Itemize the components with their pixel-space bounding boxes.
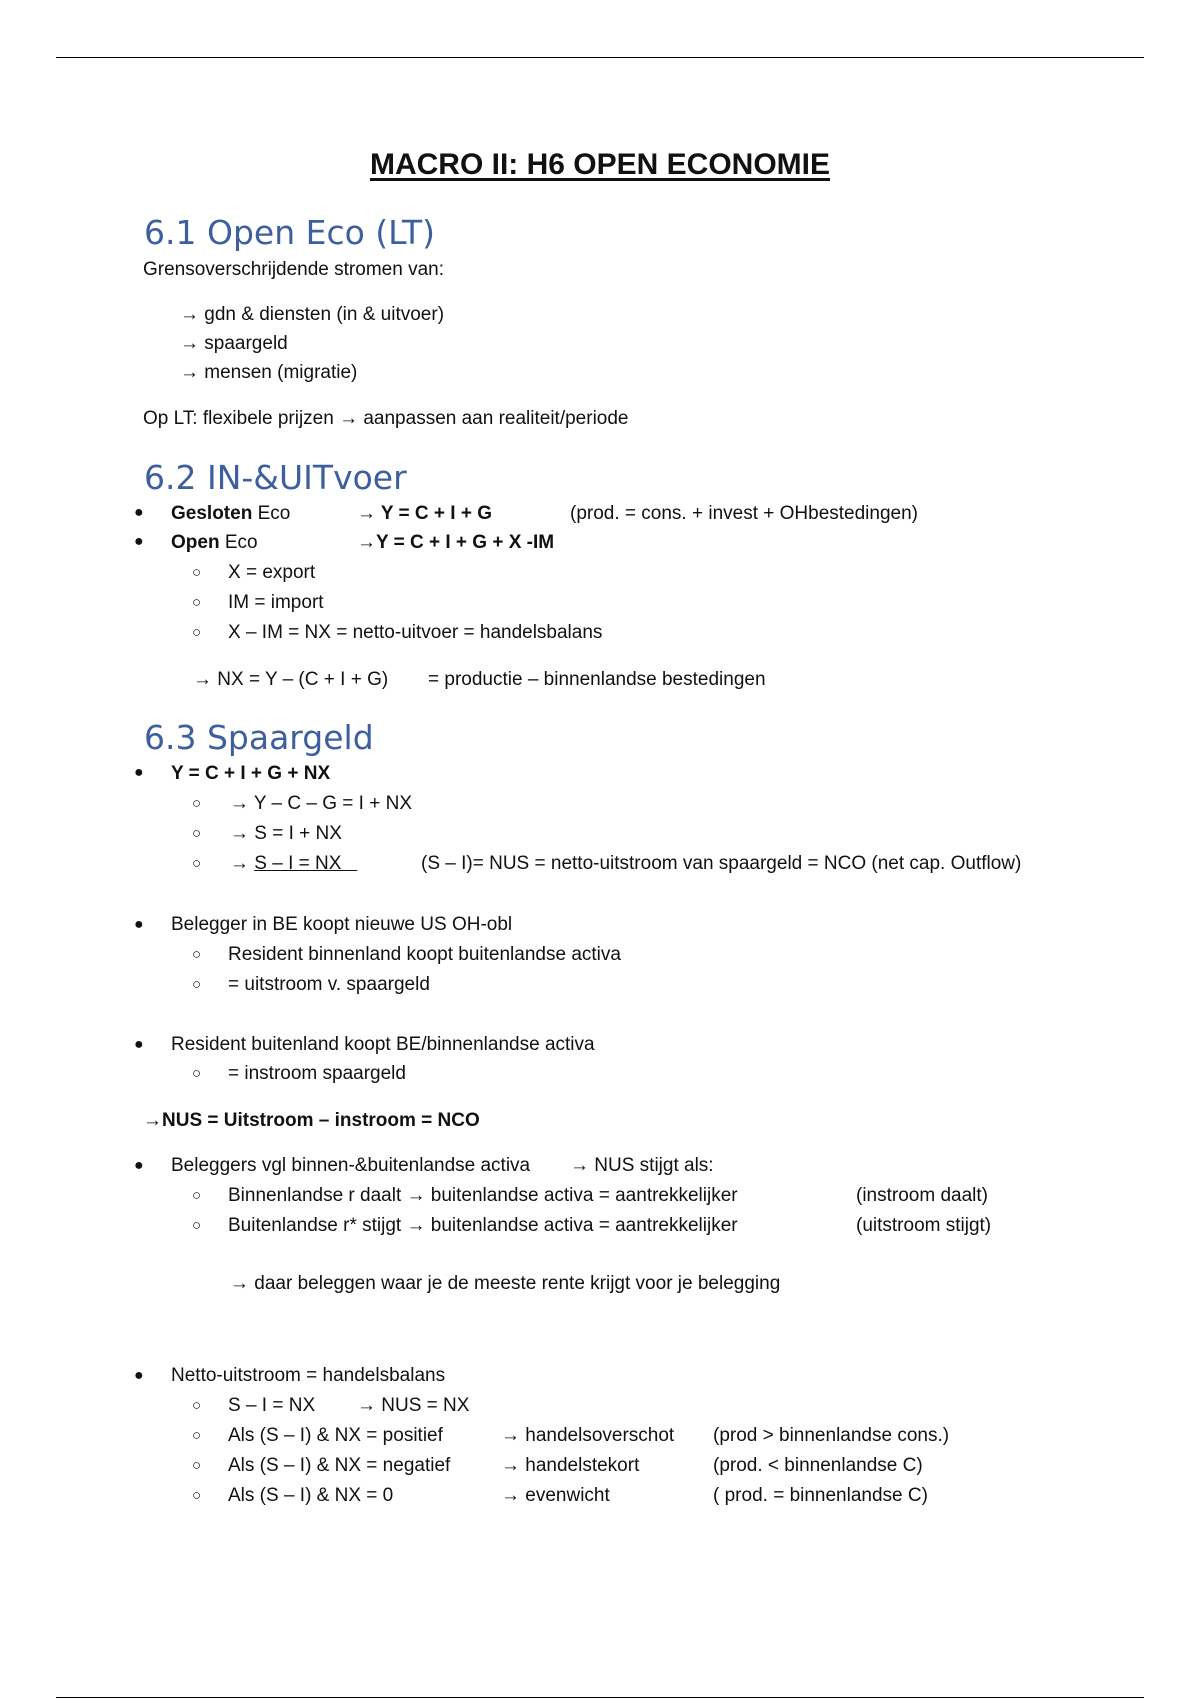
s1-item: → gdn & diensten (in & uitvoer) (180, 304, 445, 325)
trade-case-note: (prod > binnenlandse cons.) (713, 1425, 950, 1446)
trade-case-condition: Als (S – I) & NX = positief (228, 1425, 443, 1446)
circle-bullet: ○ (192, 1427, 202, 1444)
s3-bullet-3-sub: Binnenlandse r daalt → buitenlandse activa = aantrekkelijker (228, 1185, 738, 1206)
trade-case-result: → handelsoverschot (501, 1425, 675, 1446)
nus-explanation: (S – I)= NUS = netto-uitstroom van spaargeld = NCO (net cap. Outflow) (421, 853, 1022, 874)
s1-intro: Grensoverschrijdende stromen van: (143, 259, 444, 280)
heading-6-3: 6.3 Spaargeld (144, 718, 374, 757)
trade-case-note: ( prod. = binnenlandse C) (713, 1485, 928, 1506)
s3-bullet-3-sub-note: (uitstroom stijgt) (856, 1215, 992, 1236)
s3-bullet-4-sub-result: → NUS = NX (357, 1395, 470, 1416)
s3-bullet-3-note: → daar beleggen waar je de meeste rente krijgt voor je belegging (230, 1273, 781, 1294)
top-rule (56, 57, 1144, 58)
circle-bullet: ○ (192, 795, 202, 812)
s3-bullet-1-sub: Resident binnenland koopt buitenlandse activa (228, 944, 621, 965)
bullet: ● (134, 504, 144, 521)
circle-bullet: ○ (192, 1187, 202, 1204)
s3-bullet-3: Beleggers vgl binnen-&buitenlandse activa (171, 1155, 531, 1176)
page-title: MACRO II: H6 OPEN ECONOMIE (369, 148, 831, 181)
s1-note: Op LT: flexibele prijzen → aanpassen aan realiteit/periode (143, 408, 629, 429)
heading-6-2: 6.2 IN-&UITvoer (144, 458, 407, 497)
circle-bullet: ○ (192, 564, 202, 581)
s3-sub: → Y – C – G = I + NX (230, 793, 412, 814)
closed-eco-formula: → Y = C + I + G (357, 503, 493, 524)
trade-case-condition: Als (S – I) & NX = negatief (228, 1455, 451, 1476)
trade-case-result: → handelstekort (501, 1455, 640, 1476)
bullet: ● (134, 916, 144, 933)
circle-bullet: ○ (192, 1397, 202, 1414)
s3-sub: → S = I + NX (230, 823, 342, 844)
circle-bullet: ○ (192, 1457, 202, 1474)
identity: Y = C + I + G + NX (171, 763, 331, 784)
s3-bullet-3-sub: Buitenlandse r* stijgt → buitenlandse activa = aantrekkelijker (228, 1215, 738, 1236)
s1-item: → mensen (migratie) (180, 362, 358, 383)
trade-case-note: (prod. < binnenlandse C) (713, 1455, 923, 1476)
bullet: ● (134, 533, 144, 550)
circle-bullet: ○ (192, 976, 202, 993)
s3-bullet-4: Netto-uitstroom = handelsbalans (171, 1365, 446, 1386)
s3-bullet-3-arrow: → NUS stijgt als: (570, 1155, 714, 1176)
bottom-rule (56, 1697, 1144, 1698)
closed-eco-label: Gesloten Eco (171, 503, 291, 524)
s2-sub: IM = import (228, 592, 324, 613)
bullet: ● (134, 1367, 144, 1384)
closed-eco-explanation: (prod. = cons. + invest + OHbestedingen) (570, 503, 919, 524)
open-eco-formula: →Y = C + I + G + X -IM (357, 532, 555, 553)
nco-summary: →NUS = Uitstroom – instroom = NCO (143, 1110, 480, 1131)
s3-bullet-1-sub: = uitstroom v. spaargeld (228, 974, 430, 995)
circle-bullet: ○ (192, 1487, 202, 1504)
s3-bullet-2-sub: = instroom spaargeld (228, 1063, 406, 1084)
nx-formula: → NX = Y – (C + I + G) (193, 669, 389, 690)
s2-sub: X = export (228, 562, 316, 583)
s3-bullet-1: Belegger in BE koopt nieuwe US OH-obl (171, 914, 513, 935)
nx-explanation: = productie – binnenlandse bestedingen (428, 669, 766, 690)
circle-bullet: ○ (192, 624, 202, 641)
s1-item: → spaargeld (180, 333, 288, 354)
open-eco-label: Open Eco (171, 532, 258, 553)
circle-bullet: ○ (192, 855, 202, 872)
bullet: ● (134, 1036, 144, 1053)
s3-bullet-4-sub: S – I = NX (228, 1395, 316, 1416)
circle-bullet: ○ (192, 1217, 202, 1234)
s3-sub-underlined: → S – I = NX (230, 853, 342, 874)
bullet: ● (134, 764, 144, 781)
circle-bullet: ○ (192, 825, 202, 842)
trade-case-condition: Als (S – I) & NX = 0 (228, 1485, 394, 1506)
circle-bullet: ○ (192, 594, 202, 611)
s2-sub: X – IM = NX = netto-uitvoer = handelsbalans (228, 622, 603, 643)
circle-bullet: ○ (192, 1065, 202, 1082)
s3-bullet-2: Resident buitenland koopt BE/binnenlandse activa (171, 1034, 595, 1055)
trade-case-result: → evenwicht (501, 1485, 610, 1506)
heading-6-1: 6.1 Open Eco (LT) (144, 213, 436, 252)
circle-bullet: ○ (192, 946, 202, 963)
s3-bullet-3-sub-note: (instroom daalt) (856, 1185, 988, 1206)
bullet: ● (134, 1157, 144, 1174)
